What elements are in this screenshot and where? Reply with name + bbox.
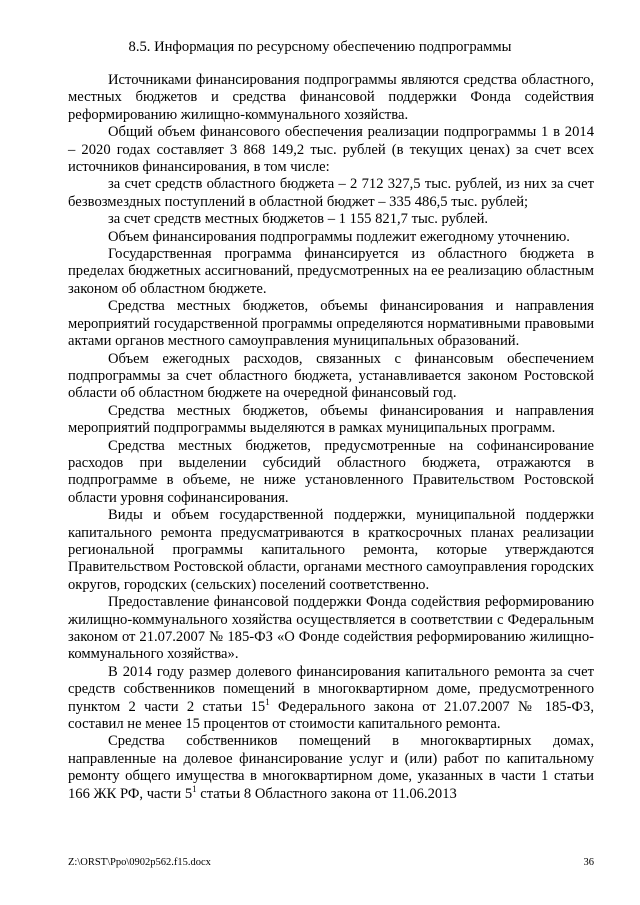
superscript: 1 <box>192 783 197 794</box>
paragraph-text: Федерального закона от 21.07.2007 № 185-ФЗ, составил не менее 15 процентов от стоимости капитального ремонта. <box>68 698 594 733</box>
document-body <box>68 72 594 803</box>
paragraph: Общий объем финансового обеспечения реализации подпрограммы 1 в 2014 – 2020 годах составляет 3 868 149,2 тыс. рублей (в текущих ценах) за счет всех источников финансирования, в том числе: <box>68 124 594 176</box>
section-heading: 8.5. Информация по ресурсному обеспечению подпрограммы <box>128 39 512 55</box>
paragraph: Виды и объем государственной поддержки, муниципальной поддержки капитального ремонта предусматриваются в краткосрочных планах реализации региональной программы капитального ремонта, которые утверждаются Правительством Ростовской области, органами местного самоуправления городских округов, городских (сельских) поселений соответственно. <box>68 507 594 593</box>
paragraph: Предоставление финансовой поддержки Фонда содействия реформированию жилищно-коммунального хозяйства осуществляется в соответствии с Федеральным законом от 21.07.2007 № 185-ФЗ «О Фонде содействия реформированию жилищно-коммунального хозяйства». <box>68 594 594 663</box>
paragraph: за счет средств областного бюджета – 2 712 327,5 тыс. рублей, из них за счет безвозмездных поступлений в областной бюджет – 335 486,5 тыс. рублей; <box>68 176 594 210</box>
footer-file-path: Z:\ORST\Ppo\0902p562.f15.docx <box>68 857 211 868</box>
paragraph: Объем финансирования подпрограммы подлежит ежегодному уточнению. <box>108 228 570 245</box>
paragraph-text: Средства собственников помещений в многоквартирных домах, направленные на долевое финансирование услуг и (или) работ по капитальному ремонту общего имущества в многоквартирном доме, указанных в части 1 статьи 166 ЖК РФ, части 5 <box>68 733 594 802</box>
paragraph <box>68 733 594 803</box>
paragraph: Государственная программа финансируется из областного бюджета в пределах бюджетных ассигнований, предусмотренных на ее реализацию областным законом об областном бюджете. <box>68 246 594 297</box>
page-number: 36 <box>583 857 594 868</box>
superscript: 1 <box>265 696 270 707</box>
paragraph <box>68 664 594 734</box>
paragraph: Объем ежегодных расходов, связанных с финансовым обеспечением подпрограммы за счет областного бюджета, устанавливается законом Ростовской области об областном бюджете на очередной финансовый год. <box>68 350 594 402</box>
paragraph: за счет средств местных бюджетов – 1 155 821,7 тыс. рублей. <box>108 211 489 228</box>
paragraph: Средства местных бюджетов, объемы финансирования и направления мероприятий государственной программы определяются нормативными правовыми актами органов местного самоуправления муниципальных образований. <box>68 298 594 350</box>
paragraph: Средства местных бюджетов, предусмотренные на софинансирование расходов при выделении субсидий областного бюджета, отражаются в подпрограмме в объеме, не ниже установленного Правительством Ростовской области уровня софинансирования. <box>68 437 594 506</box>
paragraph: Источниками финансирования подпрограммы являются средства областного, местных бюджетов и средства финансовой поддержки Фонда содействия реформированию жилищно-коммунального хозяйства. <box>68 72 594 123</box>
paragraph-text: статьи 8 Областного закона от 11.06.2013 <box>196 785 457 802</box>
paragraph-text: В 2014 году размер долевого финансирования капитального ремонта за счет средств собственников помещений в многоквартирном доме, предусмотренного пунктом 2 части 2 статьи 15 <box>68 663 594 715</box>
paragraph: Средства местных бюджетов, объемы финансирования и направления мероприятий подпрограммы выделяются в рамках муниципальных программ. <box>68 402 594 437</box>
